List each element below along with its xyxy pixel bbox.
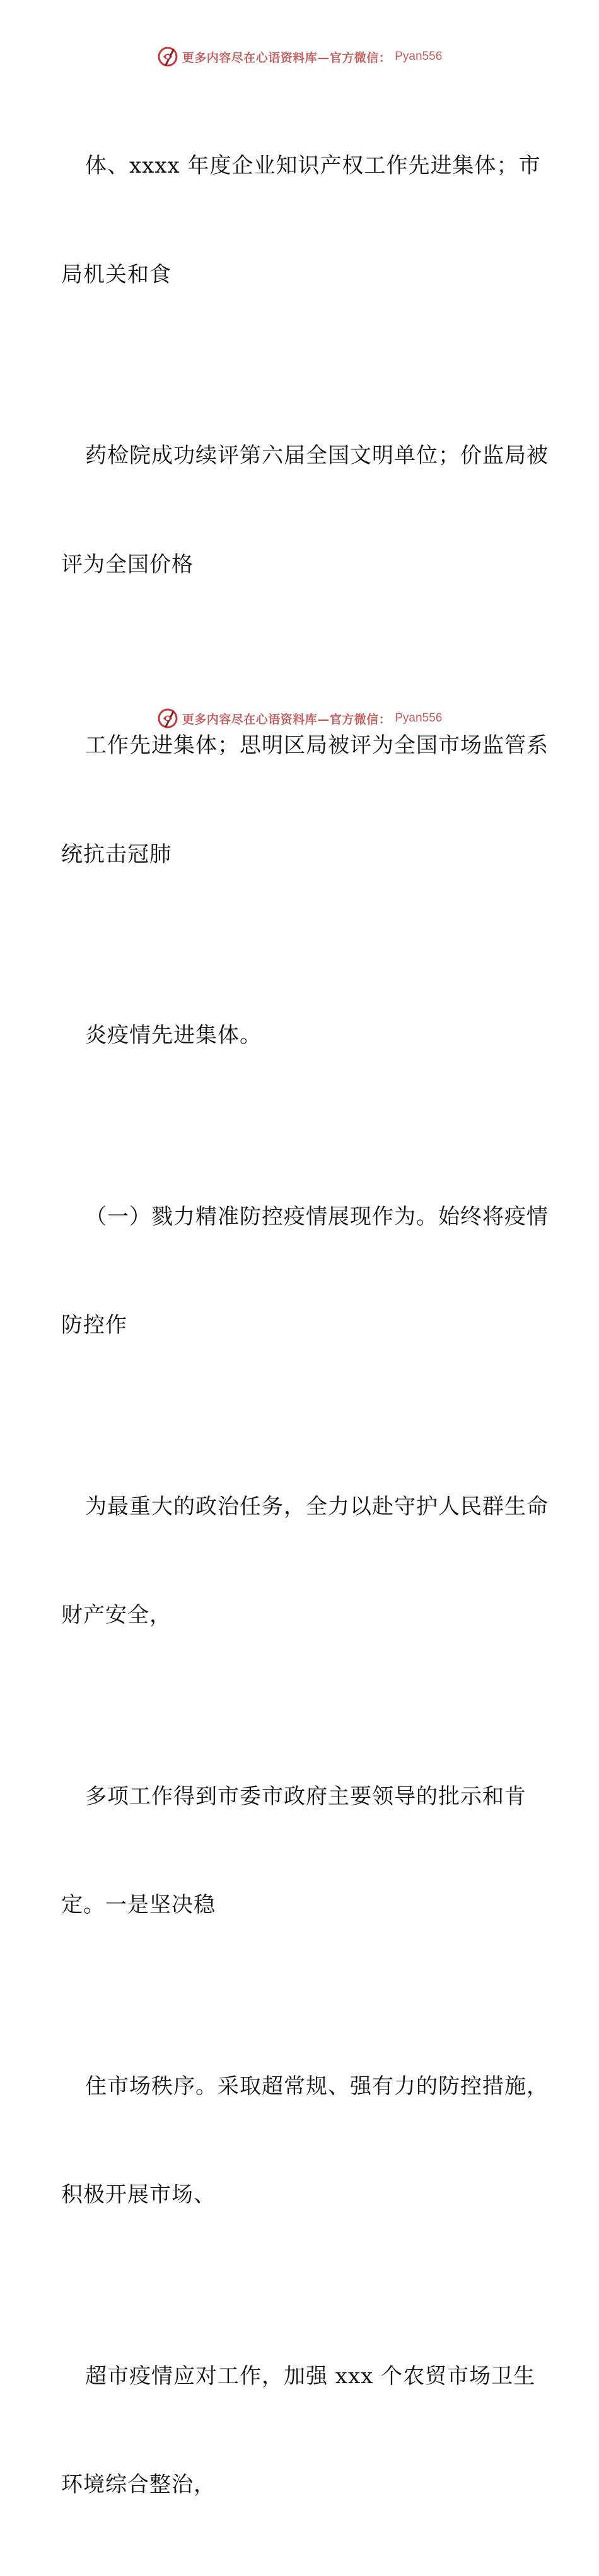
paragraph (61, 1996, 547, 2286)
footer-watermark (0, 707, 599, 730)
paragraph-line: 住市场秩序。采取超常规、强有力的防控措施， (85, 2073, 549, 2099)
paragraph-line: （一）戮力精准防控疫情展现作为。始终将疫情 (85, 1204, 549, 1229)
paragraph-line: 定。一是坚决稳 (61, 1892, 216, 1918)
paragraph (61, 1706, 547, 1996)
paragraph-line: 炎疫情先进集体。 (85, 1023, 262, 1048)
paragraph (61, 2286, 547, 2576)
paragraph-line: 环境综合整治， (61, 2472, 216, 2497)
watermark-text: 更多内容尽在心语资料库—官方微信： (182, 712, 392, 727)
paragraph (61, 1127, 547, 1417)
paragraph-line: 局机关和食 (61, 262, 172, 287)
paragraph-line: 多项工作得到市委市政府主要领导的批示和肯 (85, 1783, 526, 1809)
paragraph-line: 为最重大的政治任务，全力以赴守护人民群生命 (85, 1493, 549, 1519)
paragraph-line: 防控作 (61, 1313, 127, 1338)
paragraph (61, 365, 547, 655)
paragraph-line: 财产安全， (61, 1602, 172, 1628)
watermark-account: Pyan556 (395, 50, 443, 63)
watermark-text: 更多内容尽在心语资料库—官方微信： (182, 50, 392, 65)
header-watermark (0, 45, 599, 68)
paragraph-line: 体、xxxx 年度企业知识产权工作先进集体；市 (85, 153, 541, 178)
watermark-logo-icon (157, 46, 178, 67)
watermark-account: Pyan556 (395, 711, 443, 725)
paragraph (61, 945, 547, 1127)
paragraph (61, 1417, 547, 1706)
document-body (61, 76, 547, 2576)
paragraph (61, 76, 547, 365)
paragraph-line: 超市疫情应对工作，加强 xxx 个农贸市场卫生 (85, 2363, 536, 2389)
paragraph-line: 统抗击冠肺 (61, 841, 172, 867)
paragraph-line: 工作先进集体；思明区局被评为全国市场监管系 (85, 733, 549, 758)
paragraph (61, 655, 547, 945)
paragraph-line: 评为全国价格 (61, 551, 194, 577)
watermark-logo-icon (157, 708, 178, 729)
paragraph-line: 药检院成功续评第六届全国文明单位；价监局被 (85, 443, 549, 468)
paragraph-line: 积极开展市场、 (61, 2182, 216, 2207)
